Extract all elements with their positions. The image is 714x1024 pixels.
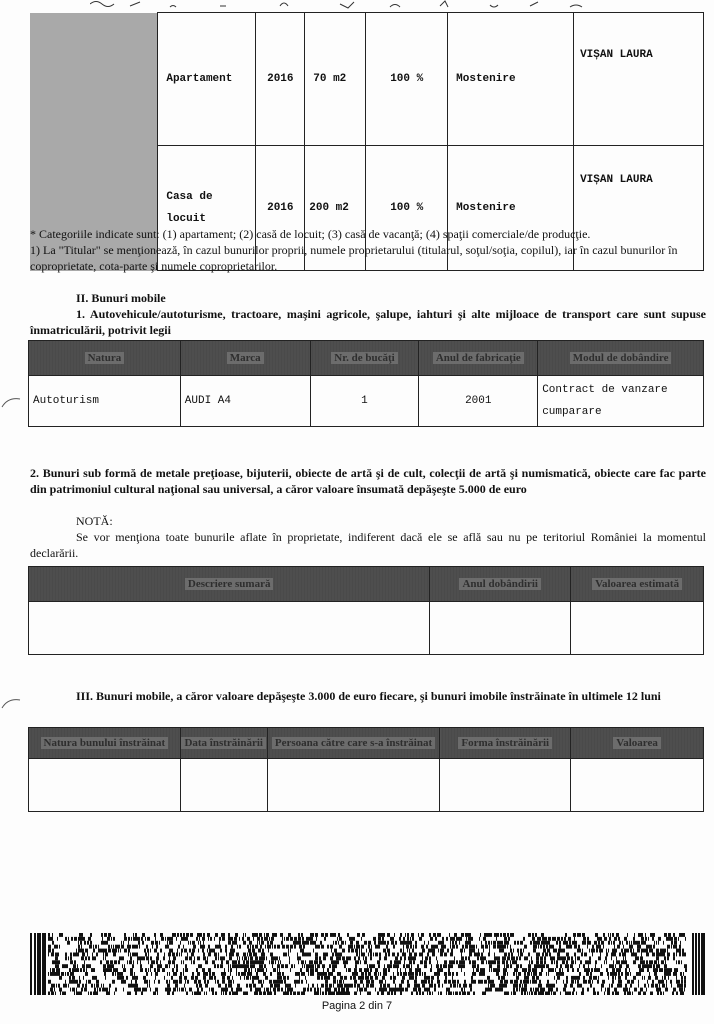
mode-cell: Mostenire — [448, 13, 574, 146]
owner-cell: VIȘAN LAURA — [574, 146, 704, 271]
share-cell: 100 % — [366, 146, 448, 271]
nature-cell: Autoturism — [29, 376, 181, 427]
category-cell: Casa de locuit — [158, 146, 256, 271]
year-cell: 2016 — [256, 146, 305, 271]
footnote-titular: 1) La "Titular" se menţionează, în cazul bunurilor proprii, numele proprietarului (titularul, soţul/soţia, copilul), iar în cazul bunurilor în coproprietate, cota-parte şi numele coproprietarilor. — [30, 243, 678, 273]
area-cell: 200 m2 — [305, 146, 366, 271]
header-nature: Natura bunului înstrăinat — [29, 728, 181, 759]
year-cell: 2001 — [419, 376, 538, 427]
note-label: NOTĂ: — [76, 514, 113, 528]
section-subtitle: 1. Autovehicule/autoturisme, tractoare, maşini agricole, şalupe, iahturi şi alte mijloace de transport care sunt supuse înmatriculării, potrivit legii — [30, 307, 706, 337]
handwriting-scribble — [90, 0, 610, 12]
header-person: Persoana către care s-a înstrăinat — [267, 728, 440, 759]
pdf417-barcode — [30, 933, 706, 995]
footnote-categories: * Categoriile indicate sunt: (1) apartament; (2) casă de locuit; (3) casă de vacanţă; (4) spaţii comerciale/de producţie. — [30, 227, 591, 241]
header-count: Nr. de bucăţi — [310, 341, 419, 376]
brand-cell: AUDI A4 — [180, 376, 310, 427]
header-brand: Marca — [180, 341, 310, 376]
table-row — [29, 376, 704, 427]
page-number: Pagina 2 din 7 — [321, 1000, 393, 1012]
valuables-table — [28, 566, 704, 655]
section-title: II. Bunuri mobile — [76, 291, 166, 305]
mode-cell: Mostenire — [448, 146, 574, 271]
header-year: Anul dobândirii — [430, 567, 571, 602]
footnotes — [30, 226, 706, 274]
header-description: Descriere sumară — [29, 567, 430, 602]
mode-cell: Contract de vanzare cumparare — [538, 376, 704, 427]
header-value: Valoarea estimată — [571, 567, 704, 602]
table-row — [30, 13, 704, 146]
count-cell: 1 — [310, 376, 419, 427]
note-text: Se vor menţiona toate bunurile aflate în proprietate, indiferent dacă ele se află sau nu pe teritoriul României la momentul declarării. — [30, 530, 706, 560]
header-form: Forma înstrăinării — [440, 728, 571, 759]
share-cell: 100 % — [366, 13, 448, 146]
alienated-assets-table — [28, 727, 704, 812]
margin-mark — [0, 395, 22, 409]
section-title: III. Bunuri mobile, a căror valoare depăşeşte 3.000 de euro fiecare, şi bunuri imobile înstrăinate în ultimele 12 luni — [76, 689, 661, 703]
header-nature: Natura — [29, 341, 181, 376]
table-row — [29, 602, 704, 655]
category-cell: Apartament — [158, 13, 256, 146]
year-cell: 2016 — [256, 13, 305, 146]
redacted-area — [30, 13, 158, 146]
margin-mark — [0, 696, 22, 710]
header-value: Valoarea — [571, 728, 704, 759]
header-mode: Modul de dobândire — [538, 341, 704, 376]
table-row — [29, 759, 704, 812]
owner-cell: VIȘAN LAURA — [574, 13, 704, 146]
vehicles-table — [28, 340, 704, 427]
section-title: 2. Bunuri sub formă de metale preţioase, bijuterii, obiecte de artă şi de cult, colecţii de artă şi numismatică, obiecte care fac parte din patrimoniul cultural naţional sau universal, a căror valoare însumată depăşeşte 5.000 de euro — [30, 466, 706, 496]
header-date: Data înstrăinării — [180, 728, 267, 759]
area-cell: 70 m2 — [305, 13, 366, 146]
header-year: Anul de fabricaţie — [419, 341, 538, 376]
